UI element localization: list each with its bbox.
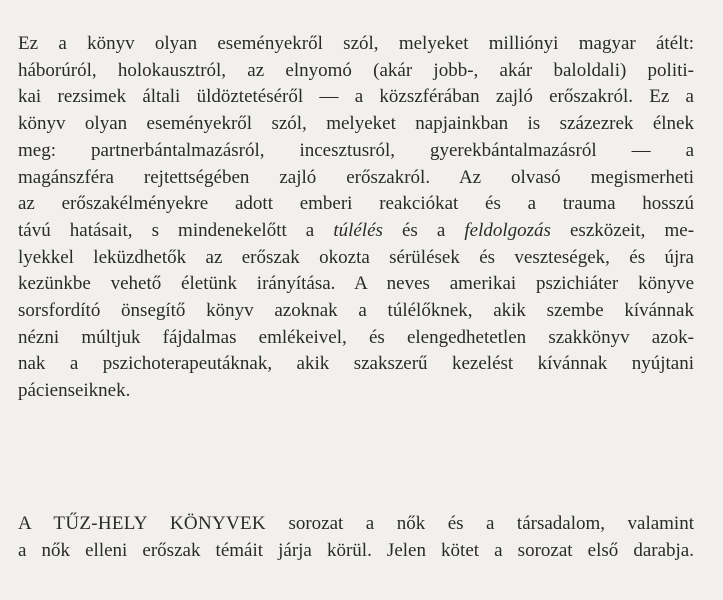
text-line: az erőszakélményekre adott emberi reakciókat és a trauma hosszú (18, 193, 694, 215)
text-line: kezünkbe vehető életünk irányítása. A neves amerikai pszichiáter könyve (18, 273, 694, 295)
text-line: meg: partnerbántalmazásról, incesztusról, gyerekbántalmazásról — a (18, 139, 694, 161)
text-line: lyekkel leküzdhetők az erőszak okozta sérülések és veszteségek, és újra (18, 246, 694, 268)
back-cover-text (18, 31, 695, 561)
series-paragraph (18, 511, 694, 564)
text-segment: eszközeit, me- (570, 219, 695, 241)
text-line: Ez a könyv olyan eseményekről szól, melyeket milliónyi magyar átélt: (18, 33, 694, 54)
series-name: A TŰZ-HELY KÖNYVEK (18, 513, 266, 534)
text-line: kai rezsimek általi üldöztetéséről — a közszférában zajló erőszakról. Ez a (18, 86, 694, 108)
text-segment: távú hatásait, s mindenekelőtt a (18, 219, 315, 241)
text-line: pácienseiknek. (18, 380, 131, 402)
series-line (18, 511, 694, 538)
text-line: háborúról, holokausztról, az elnyomó (akár jobb-, akár baloldali) politi- (18, 59, 694, 81)
text-line: nézni múltjuk fájdalmas emlékeivel, és elengedhetetlen szakkönyv azok- (18, 326, 694, 348)
description-paragraph (18, 31, 694, 405)
series-line: a nők elleni erőszak témáit járja körül. Jelen kötet a sorozat első darabja. (18, 539, 694, 561)
text-line: sorsfordító önsegítő könyv azoknak a túlélőknek, akik szembe kívánnak (18, 300, 694, 322)
text-segment: és a (401, 219, 446, 241)
text-line: könyv olyan eseményekről szól, melyeket napjainkban is százezrek élnek (18, 113, 694, 135)
text-segment: sorozat a nők és a társadalom, valamint (288, 513, 694, 534)
text-line: magánszféra rejtettségében zajló erőszakról. Az olvasó megismerheti (18, 166, 694, 188)
text-line-with-emphasis (18, 218, 694, 245)
emphasis-feldolgozas: feldolgozás (464, 219, 551, 241)
emphasis-tuleles: túlélés (333, 219, 383, 241)
text-line: nak a pszichoterapeutáknak, akik szakszerű kezelést kívánnak nyújtani (18, 353, 694, 375)
